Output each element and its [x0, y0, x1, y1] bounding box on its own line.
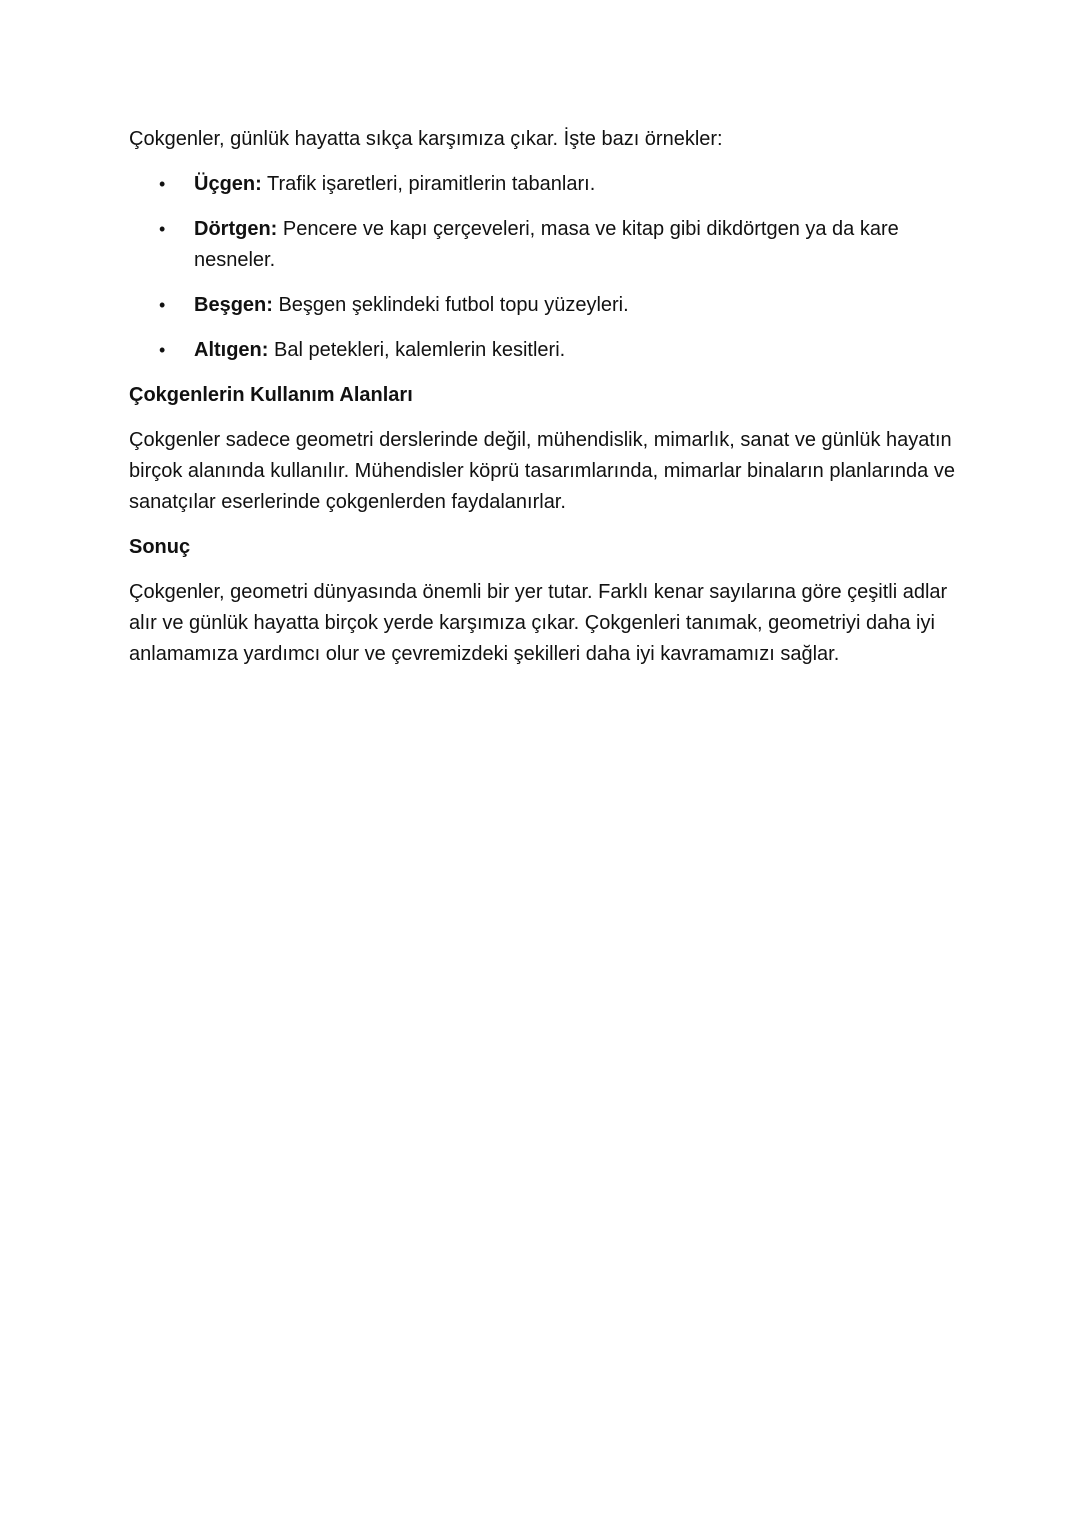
- term-description: Beşgen şeklindeki futbol topu yüzeyleri.: [272, 294, 629, 316]
- list-item-altigen: [129, 335, 959, 366]
- document-page: [129, 124, 959, 684]
- usage-paragraph: Çokgenler sadece geometri derslerinde değil, mühendislik, mimarlık, sanat ve günlük hayatın birçok alanında kullanılır. Mühendisler köprü tasarımlarında, mimarlar binaların planlarında ve sanatçılar eserlerinde çokgenlerden faydalanırlar.: [129, 429, 955, 513]
- bullet-icon: •: [159, 295, 166, 315]
- term-label: Altıgen:: [194, 339, 269, 361]
- bullet-icon: •: [159, 219, 166, 239]
- term-description: Bal petekleri, kalemlerin kesitleri.: [268, 339, 566, 361]
- bullet-icon: •: [159, 340, 166, 360]
- term-label: Üçgen:: [194, 173, 262, 195]
- list-item-besgen: [129, 290, 959, 321]
- term-label: Beşgen:: [194, 294, 273, 316]
- conclusion-heading: Sonuç: [129, 536, 191, 558]
- intro-paragraph: Çokgenler, günlük hayatta sıkça karşımıza çıkar. İşte bazı örnekler:: [129, 128, 723, 150]
- list-item-ucgen: [129, 169, 959, 200]
- term-description: Trafik işaretleri, piramitlerin tabanları.: [261, 173, 596, 195]
- examples-list: [129, 169, 959, 366]
- list-item-dortgen: [129, 214, 959, 276]
- term-label: Dörtgen:: [194, 218, 278, 240]
- conclusion-paragraph: Çokgenler, geometri dünyasında önemli bir yer tutar. Farklı kenar sayılarına göre çeşitli adlar alır ve günlük hayatta birçok yerde karşımıza çıkar. Çokgenleri tanımak, geometriyi daha iyi anlamamıza yardımcı olur ve çevremizdeki şekilleri daha iyi kavramamızı sağlar.: [129, 581, 948, 665]
- usage-heading: Çokgenlerin Kullanım Alanları: [129, 384, 413, 406]
- term-description: Pencere ve kapı çerçeveleri, masa ve kitap gibi dikdörtgen ya da kare nesneler.: [194, 218, 899, 271]
- bullet-icon: •: [159, 174, 166, 194]
